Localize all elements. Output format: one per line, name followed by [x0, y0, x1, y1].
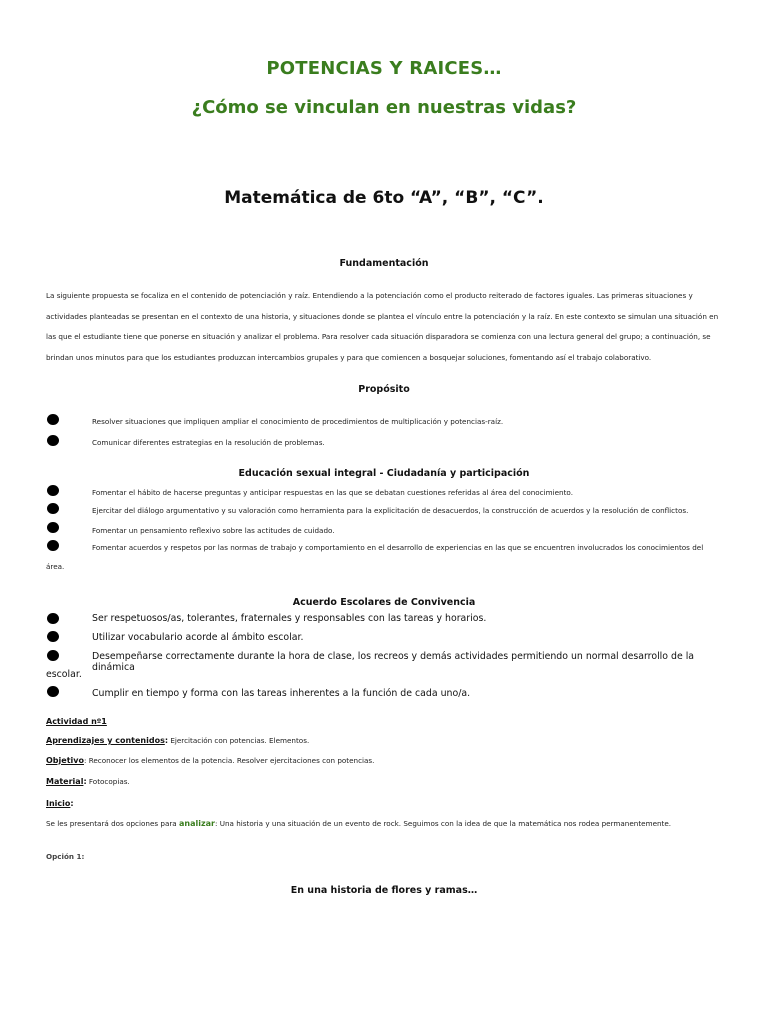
paragraph-line: La siguiente propuesta se focaliza en el contenido de potenciación y raíz. Entendiendo a la potenciación como el producto reiterado de factores iguales. Las primeras situaciones y — [46, 291, 693, 300]
paragraph-line: actividades planteadas se presentan en el contexto de una historia, y situaciones donde se plantea el vínculo entre la potenciación y la raíz. En este contexto se simulan una situación en — [46, 311, 719, 321]
historia-heading: En una historia de flores y ramas… — [290, 885, 478, 896]
inicio-highlight: analizar — [179, 819, 215, 828]
material-label: Material — [46, 777, 84, 786]
esi-item: Ejercitar del diálogo argumentativo y su valoración como herramienta para la explicitación de desacuerdos, la construcción de acuerdos y la resolución de conflictos. — [92, 506, 689, 515]
bullet-icon — [47, 435, 59, 446]
convivencia-item: Desempeñarse correctamente durante la hora de clase, los recreos y demás actividades permitiendo un normal desarrollo de la dinámica — [92, 651, 695, 673]
objetivo-label: Objetivo — [46, 756, 84, 765]
proposito-heading: Propósito — [358, 384, 410, 395]
bullet-icon — [47, 485, 59, 496]
fundamentacion-paragraph — [46, 286, 721, 368]
bullet-icon — [47, 650, 59, 661]
convivencia-item: Cumplir en tiempo y forma con las tareas inherentes a la función de cada uno/a. — [92, 688, 471, 699]
paragraph-line: brindan unos minutos para que los estudiantes produzcan intercambios grupales y para que comiencen a bosquejar soluciones, fomentando así el trabajo colaborativo. — [46, 352, 652, 362]
objetivo-row — [46, 756, 374, 765]
inicio-label: Inicio — [46, 799, 71, 808]
actividad-title-text: Actividad nº1 — [46, 717, 107, 726]
esi-item-continuation: área. — [46, 562, 65, 571]
objetivo-text: : Reconocer los elementos de la potencia. Resolver ejercitaciones con potencias. — [83, 756, 375, 765]
bullet-icon — [47, 414, 59, 425]
aprendizajes-label: Aprendizajes y contenidos — [46, 736, 165, 745]
aprendizajes-row: Aprendizajes y contenidos: Ejercitación con potencias. Elementos. — [46, 736, 310, 745]
subtitle-question: ¿Cómo se vinculan en nuestras vidas? — [191, 97, 577, 118]
proposito-item: Comunicar diferentes estrategias en la resolución de problemas. — [92, 438, 325, 447]
convivencia-item-continuation: escolar. — [46, 669, 82, 680]
bullet-icon — [47, 613, 59, 624]
bullet-icon — [47, 522, 59, 533]
convivencia-item: Utilizar vocabulario acorde al ámbito escolar. — [92, 632, 304, 643]
esi-item: Fomentar acuerdos y respetos por las normas de trabajo y comportamiento en el desarrollo de experiencias en las que se encuentren involucrados los conocimientos del — [92, 543, 704, 552]
inicio-text-post: : Una historia y una situación de un evento de rock. Seguimos con la idea de que la matemática nos rodea permanentemente. — [215, 819, 672, 828]
bullet-icon — [47, 631, 59, 642]
inicio-text-pre: Se les presentará dos opciones para — [46, 819, 180, 828]
material-row: Material: Fotocopias. — [46, 777, 130, 786]
proposito-item: Resolver situaciones que impliquen ampliar el conocimiento de procedimientos de multiplicación y potencias-raíz. — [92, 417, 504, 426]
convivencia-item: Ser respetuosos/as, tolerantes, fraternales y responsables con las tareas y horarios. — [92, 613, 487, 624]
fundamentacion-heading: Fundamentación — [339, 258, 429, 269]
esi-heading: Educación sexual integral - Ciudadanía y participación — [238, 468, 530, 479]
bullet-icon — [47, 540, 59, 551]
actividad-title — [46, 717, 107, 726]
main-title: POTENCIAS Y RAICES… — [266, 58, 502, 79]
opcion-label: Opción 1: — [46, 852, 85, 861]
aprendizajes-text: Ejercitación con potencias. Elementos. — [168, 736, 310, 745]
bullet-icon — [47, 686, 59, 697]
inicio-paragraph — [46, 819, 726, 828]
esi-item: Fomentar un pensamiento reflexivo sobre las actitudes de cuidado. — [92, 526, 335, 535]
course-title: Matemática de 6to “A”, “B”, “C”. — [224, 188, 544, 208]
esi-item: Fomentar el hábito de hacerse preguntas y anticipar respuestas en las que se debatan cuestiones referidas al área del conocimiento. — [92, 488, 573, 497]
bullet-icon — [47, 503, 59, 514]
inicio-row: Inicio: — [46, 799, 74, 808]
convivencia-heading: Acuerdo Escolares de Convivencia — [292, 597, 476, 608]
material-text: Fotocopias. — [86, 777, 130, 786]
paragraph-line: las que el estudiante tiene que ponerse en situación y analizar el problema. Para resolver cada situación disparadora se comienza con una lectura general del grupo; a continuación, se — [46, 332, 711, 341]
